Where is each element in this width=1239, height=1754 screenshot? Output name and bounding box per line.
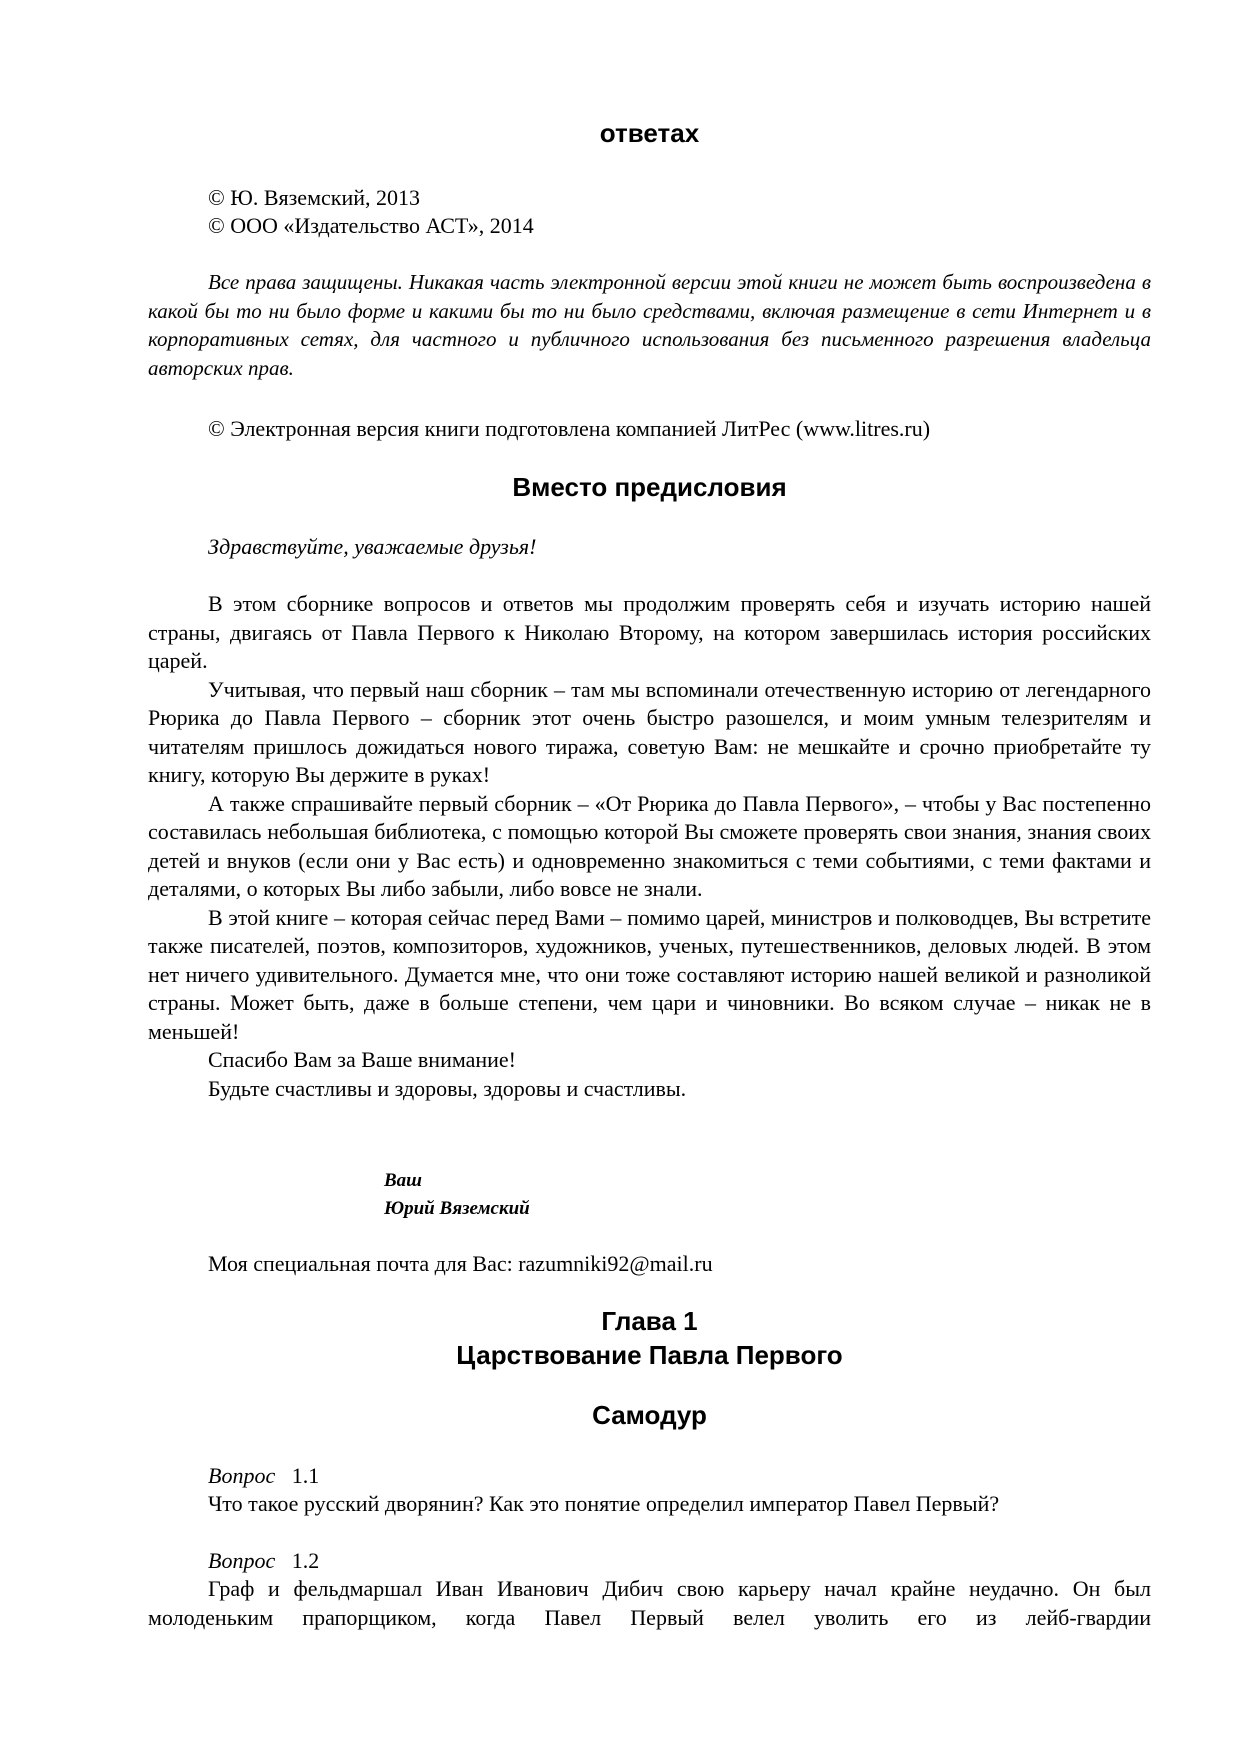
rights-notice: Все права защищены. Никакая часть электронной версии этой книги не может быть воспроизведена в какой бы то ни было форме и какими бы то ни было средствами, включая размещение в сети Интернет и в корпоративных сетях, для частного и публичного использования без письменного разрешения владельца авторских прав. <box>148 270 1151 380</box>
preface-paragraph: Будьте счастливы и здоровы, здоровы и счастливы. <box>208 1075 687 1101</box>
copyright-author: © Ю. Вяземский, 2013 <box>208 185 420 210</box>
preface-title: Вместо предисловия <box>512 472 787 502</box>
question-header <box>208 1547 319 1575</box>
signature-line1: Ваш <box>384 1170 422 1191</box>
document-page <box>148 0 1151 1754</box>
question-number: 1.1 <box>291 1463 320 1488</box>
preface-paragraph: В этой книге – которая сейчас перед Вами – помимо царей, министров и полководцев, Вы встретите также писателей, поэтов, композиторов, художников, ученых, путешественников, деловых людей. В этом нет ничего удивительного. Думается мне, что они тоже составляют историю нашей великой и разноликой страны. Может быть, даже в больше степени, чем цари и чиновники. Во всяком случае – никак не в меньшей! <box>148 904 1151 1044</box>
question-number: 1.2 <box>291 1548 320 1573</box>
question-header <box>208 1462 319 1490</box>
copyright-publisher: © ООО «Издательство АСТ», 2014 <box>208 213 534 238</box>
litres-notice: © Электронная версия книги подготовлена компанией ЛитРес (www.litres.ru) <box>208 416 931 441</box>
section-title: Самодур <box>592 1400 707 1430</box>
question-text: Что такое русский дворянин? Как это понятие определил император Павел Первый? <box>208 1491 1000 1516</box>
signature-name: Юрий Вяземский <box>384 1198 530 1219</box>
question-label: Вопрос <box>208 1548 276 1573</box>
preface-greeting: Здравствуйте, уважаемые друзья! <box>208 534 537 559</box>
question-text-block <box>148 1575 1151 1632</box>
email-line: Моя специальная почта для Вас: razumniki92@mail.ru <box>208 1251 713 1276</box>
preface-paragraph: В этом сборнике вопросов и ответов мы продолжим проверять себя и изучать историю нашей страны, двигаясь от Павла Первого к Николаю Второму, на котором завершилась история российских царей. <box>148 591 1151 673</box>
preface-body <box>148 590 1151 1103</box>
preface-paragraph: Учитывая, что первый наш сборник – там мы вспоминали отечественную историю от легендарного Рюрика до Павла Первого – сборник этот очень быстро разошелся, и моим умным телезрителям и читателям пришлось дожидаться нового тиража, советую Вам: не мешкайте и срочно приобретайте ту книгу, которую Вы держите в руках! <box>148 676 1151 787</box>
preface-paragraph: А также спрашивайте первый сборник – «От Рюрика до Павла Первого», – чтобы у Вас постепенно составилась небольшая библиотека, с помощью которой Вы сможете проверять свои знания, знания своих детей и внуков (если они у Вас есть) и одновременно знакомиться с теми событиями, с теми фактами и деталями, о которых Вы либо забыли, либо вовсе не знали. <box>148 790 1151 901</box>
top-heading: ответах <box>599 118 700 148</box>
chapter-title: Царствование Павла Первого <box>456 1340 843 1370</box>
question-label: Вопрос <box>208 1463 276 1488</box>
preface-paragraph: Спасибо Вам за Ваше внимание! <box>208 1047 517 1072</box>
question-text: Граф и фельдмаршал Иван Иванович Дибич свою карьеру начал крайне неудачно. Он был молоденьким прапорщиком, когда Павел Первый велел уволить его из лейб-гвардии <box>148 1576 1151 1630</box>
chapter-number: Глава 1 <box>601 1306 698 1336</box>
